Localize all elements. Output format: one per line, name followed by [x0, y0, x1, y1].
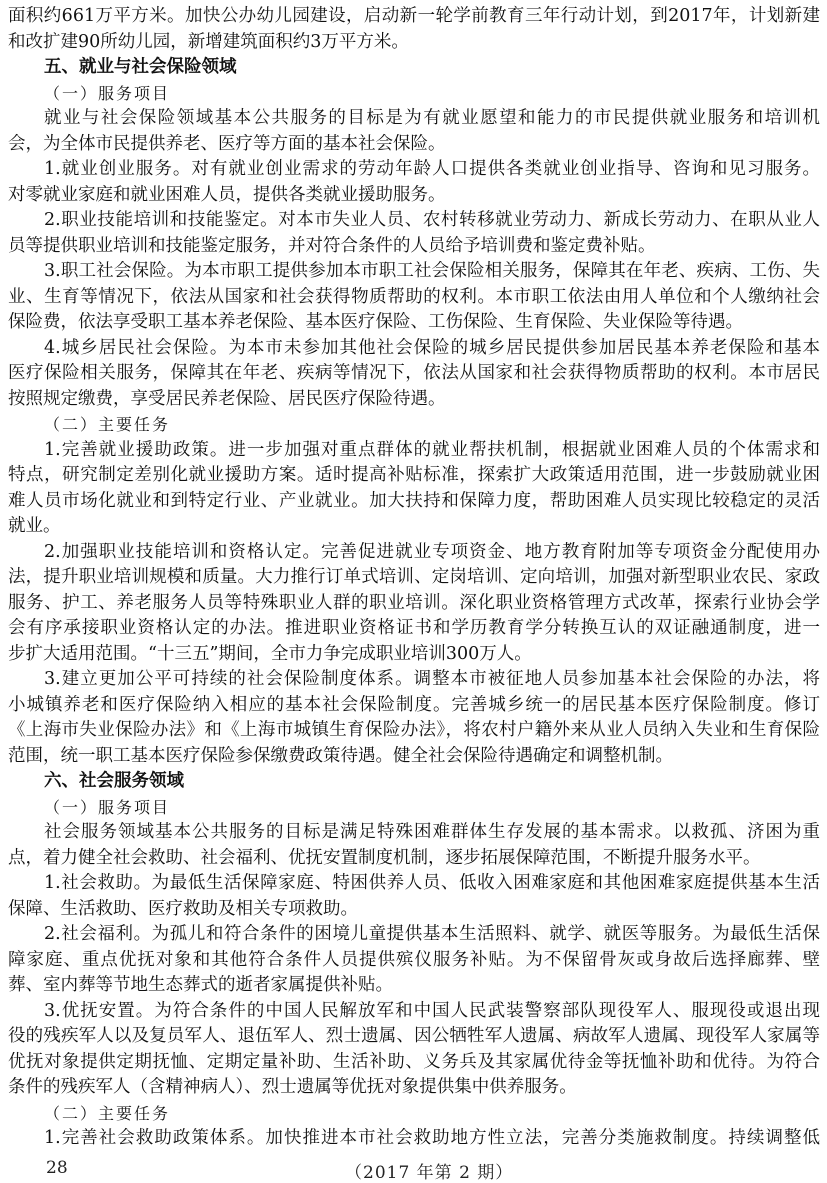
text-line: （二）主要任务	[44, 1103, 171, 1123]
text-line: 3.优抚安置。为符合条件的中国人民解放军和中国人民武装警察部队现役军人、服现役或退出现	[44, 1000, 820, 1021]
page-footer	[0, 1158, 827, 1182]
paragraph	[8, 438, 820, 540]
text-line: （一）服务项目	[44, 797, 171, 817]
text-line: 员等提供职业培训和技能鉴定服务，并对符合条件的人员给予培训费和鉴定费补贴。	[8, 235, 656, 256]
text-line: 条件的残疾军人（含精神病人）、烈士遗属等优抚对象提供集中供养服务。	[8, 1077, 577, 1097]
text-line: 范围，统一职工基本医疗保险参保缴费政策待遇。健全社会保险待遇确定和调整机制。	[8, 745, 673, 766]
text-line: 点，着力健全社会救助、社会福利、优抚安置制度机制，逐步拓展保障范围，不断提升服务水平。	[8, 847, 761, 868]
text-line: 1.完善就业援助政策。进一步加强对重点群体的就业帮扶机制，根据就业困难人员的个体需求和	[44, 439, 820, 460]
paragraph	[8, 259, 820, 336]
paragraph	[8, 1126, 820, 1152]
text-line: 1.就业创业服务。对有就业创业需求的劳动年龄人口提供各类就业创业指导、咨询和见习服务。	[44, 159, 820, 179]
paragraph	[8, 667, 820, 769]
text-line: 2.职业技能培训和技能鉴定。对本市失业人员、农村转移就业劳动力、新成长劳动力、在职从业人	[44, 210, 820, 230]
section-heading	[8, 55, 820, 81]
text-line: 六、社会服务领域	[44, 771, 184, 791]
text-line: 1.完善社会救助政策体系。加快推进本市社会救助地方性立法，完善分类施救制度。持续调整低	[44, 1128, 820, 1148]
paragraph	[8, 820, 820, 871]
text-line: 难人员市场化就业和到特定行业、产业就业。加大扶持和保障力度，帮助困难人员实现比较稳定的灵活	[8, 490, 820, 511]
text-line: 2.社会福利。为孤儿和符合条件的困境儿童提供基本生活照料、就学、就医等服务。为最低生活保	[44, 924, 820, 944]
page-number: 28	[46, 1158, 68, 1178]
text-line: 对零就业家庭和就业困难人员，提供各类就业援助服务。	[8, 184, 446, 205]
paragraph	[8, 540, 820, 668]
text-line: 面积约661万平方米。加快公办幼儿园建设，启动新一轮学前教育三年行动计划，到2017年，计划新建	[8, 6, 820, 26]
text-line: 法，提升职业培训规模和质量。大力推行订单式培训、定岗培训、定向培训，加强对新型职业农民、家政	[8, 567, 820, 587]
text-line: 优抚对象提供定期抚恤、定期定量补助、生活补助、义务兵及其家属优待金等抚恤补助和优待。为符合	[8, 1051, 820, 1072]
text-line: 保障、生活救助、医疗救助及相关专项救助。	[8, 898, 358, 919]
subsection-heading	[8, 412, 820, 438]
paragraph	[8, 999, 820, 1101]
paragraph	[8, 208, 820, 259]
text-line: 按照规定缴费，享受居民养老保险、居民医疗保险待遇。	[8, 388, 446, 409]
text-line: 社会服务领域基本公共服务的目标是满足特殊困难群体生存发展的基本需求。以救孤、济困为重	[44, 822, 820, 842]
paragraph	[8, 871, 820, 922]
text-line: 和改扩建90所幼儿园，新增建筑面积约3万平方米。	[8, 31, 409, 52]
paragraph	[8, 922, 820, 999]
subsection-heading	[8, 1101, 820, 1127]
text-line: （二）主要任务	[44, 415, 171, 434]
text-line: 3.建立更加公平可持续的社会保险制度体系。调整本市被征地人员参加基本社会保险的办法，将	[44, 669, 820, 689]
text-line: 障家庭、重点优抚对象和其他符合条件人员提供殡仪服务补贴。为不保留骨灰或身故后选择廊葬、壁	[8, 949, 820, 970]
text-line: （一）服务项目	[44, 83, 171, 103]
paragraph	[8, 157, 820, 208]
text-line: 3.职工社会保险。为本市职工提供参加本市职工社会保险相关服务，保障其在年老、疾病、工伤、失	[44, 261, 820, 281]
text-line: 业、生育等情况下，依法从国家和社会获得物质帮助的权利。本市职工依法由用人单位和个人缴纳社会	[8, 286, 820, 307]
text-line: 《上海市失业保险办法》和《上海市城镇生育保险办法》，将农村户籍外来从业人员纳入失业和生育保险	[8, 720, 820, 740]
text-line: 2.加强职业技能培训和资格认定。完善促进就业专项资金、地方教育附加等专项资金分配使用办	[44, 541, 820, 562]
paragraph	[8, 336, 820, 413]
subsection-heading	[8, 795, 820, 821]
document-body	[8, 4, 820, 1152]
subsection-heading	[8, 81, 820, 107]
issue-label: （2017 年第 2 期）	[345, 1163, 514, 1183]
text-line: 特点，研究制定差别化就业援助方案。适时提高补贴标准，探索扩大政策适用范围，进一步鼓励就业困	[8, 465, 820, 485]
text-line: 葬、室内葬等节地生态葬式的逝者家属提供补贴。	[8, 975, 393, 995]
text-line: 会，为全体市民提供养老、医疗等方面的基本社会保险。	[8, 133, 446, 154]
text-line: 1.社会救助。为最低生活保障家庭、特困供养人员、低收入困难家庭和其他困难家庭提供基本生活	[44, 873, 820, 893]
text-line: 就业。	[8, 516, 61, 536]
paragraph	[8, 106, 820, 157]
text-line: 五、就业与社会保险领域	[44, 57, 237, 77]
text-line: 小城镇养老和医疗保险纳入相应的基本社会保险制度。完善城乡统一的居民基本医疗保险制度。修订	[8, 694, 820, 715]
paragraph	[8, 4, 820, 55]
section-heading	[8, 769, 820, 795]
text-line: 医疗保险相关服务，保障其在年老、疾病等情况下，依法从国家和社会获得物质帮助的权利。本市居民	[8, 363, 820, 383]
text-line: 役的残疾军人以及复员军人、退伍军人、烈士遗属、因公牺牲军人遗属、病故军人遗属、现役军人家属等	[8, 1026, 820, 1046]
text-line: 就业与社会保险领域基本公共服务的目标是为有就业愿望和能力的市民提供就业服务和培训机	[44, 108, 820, 128]
text-line: 服务、护工、养老服务人员等特殊职业人群的职业培训。深化职业资格管理方式改革，探索行业协会学	[8, 592, 820, 613]
text-line: 保险费，依法享受职工基本养老保险、基本医疗保险、工伤保险、生育保险、失业保险等待遇。	[8, 312, 743, 332]
text-line: 4.城乡居民社会保险。为本市未参加其他社会保险的城乡居民提供参加居民基本养老保险和基本	[44, 337, 820, 358]
text-line: 会有序承接职业资格认定的办法。推进职业资格证书和学历教育学分转换互认的双证融通制度，进一	[8, 618, 820, 638]
text-line: 步扩大适用范围。“十三五”期间，全市力争完成职业培训300万人。	[8, 643, 532, 664]
